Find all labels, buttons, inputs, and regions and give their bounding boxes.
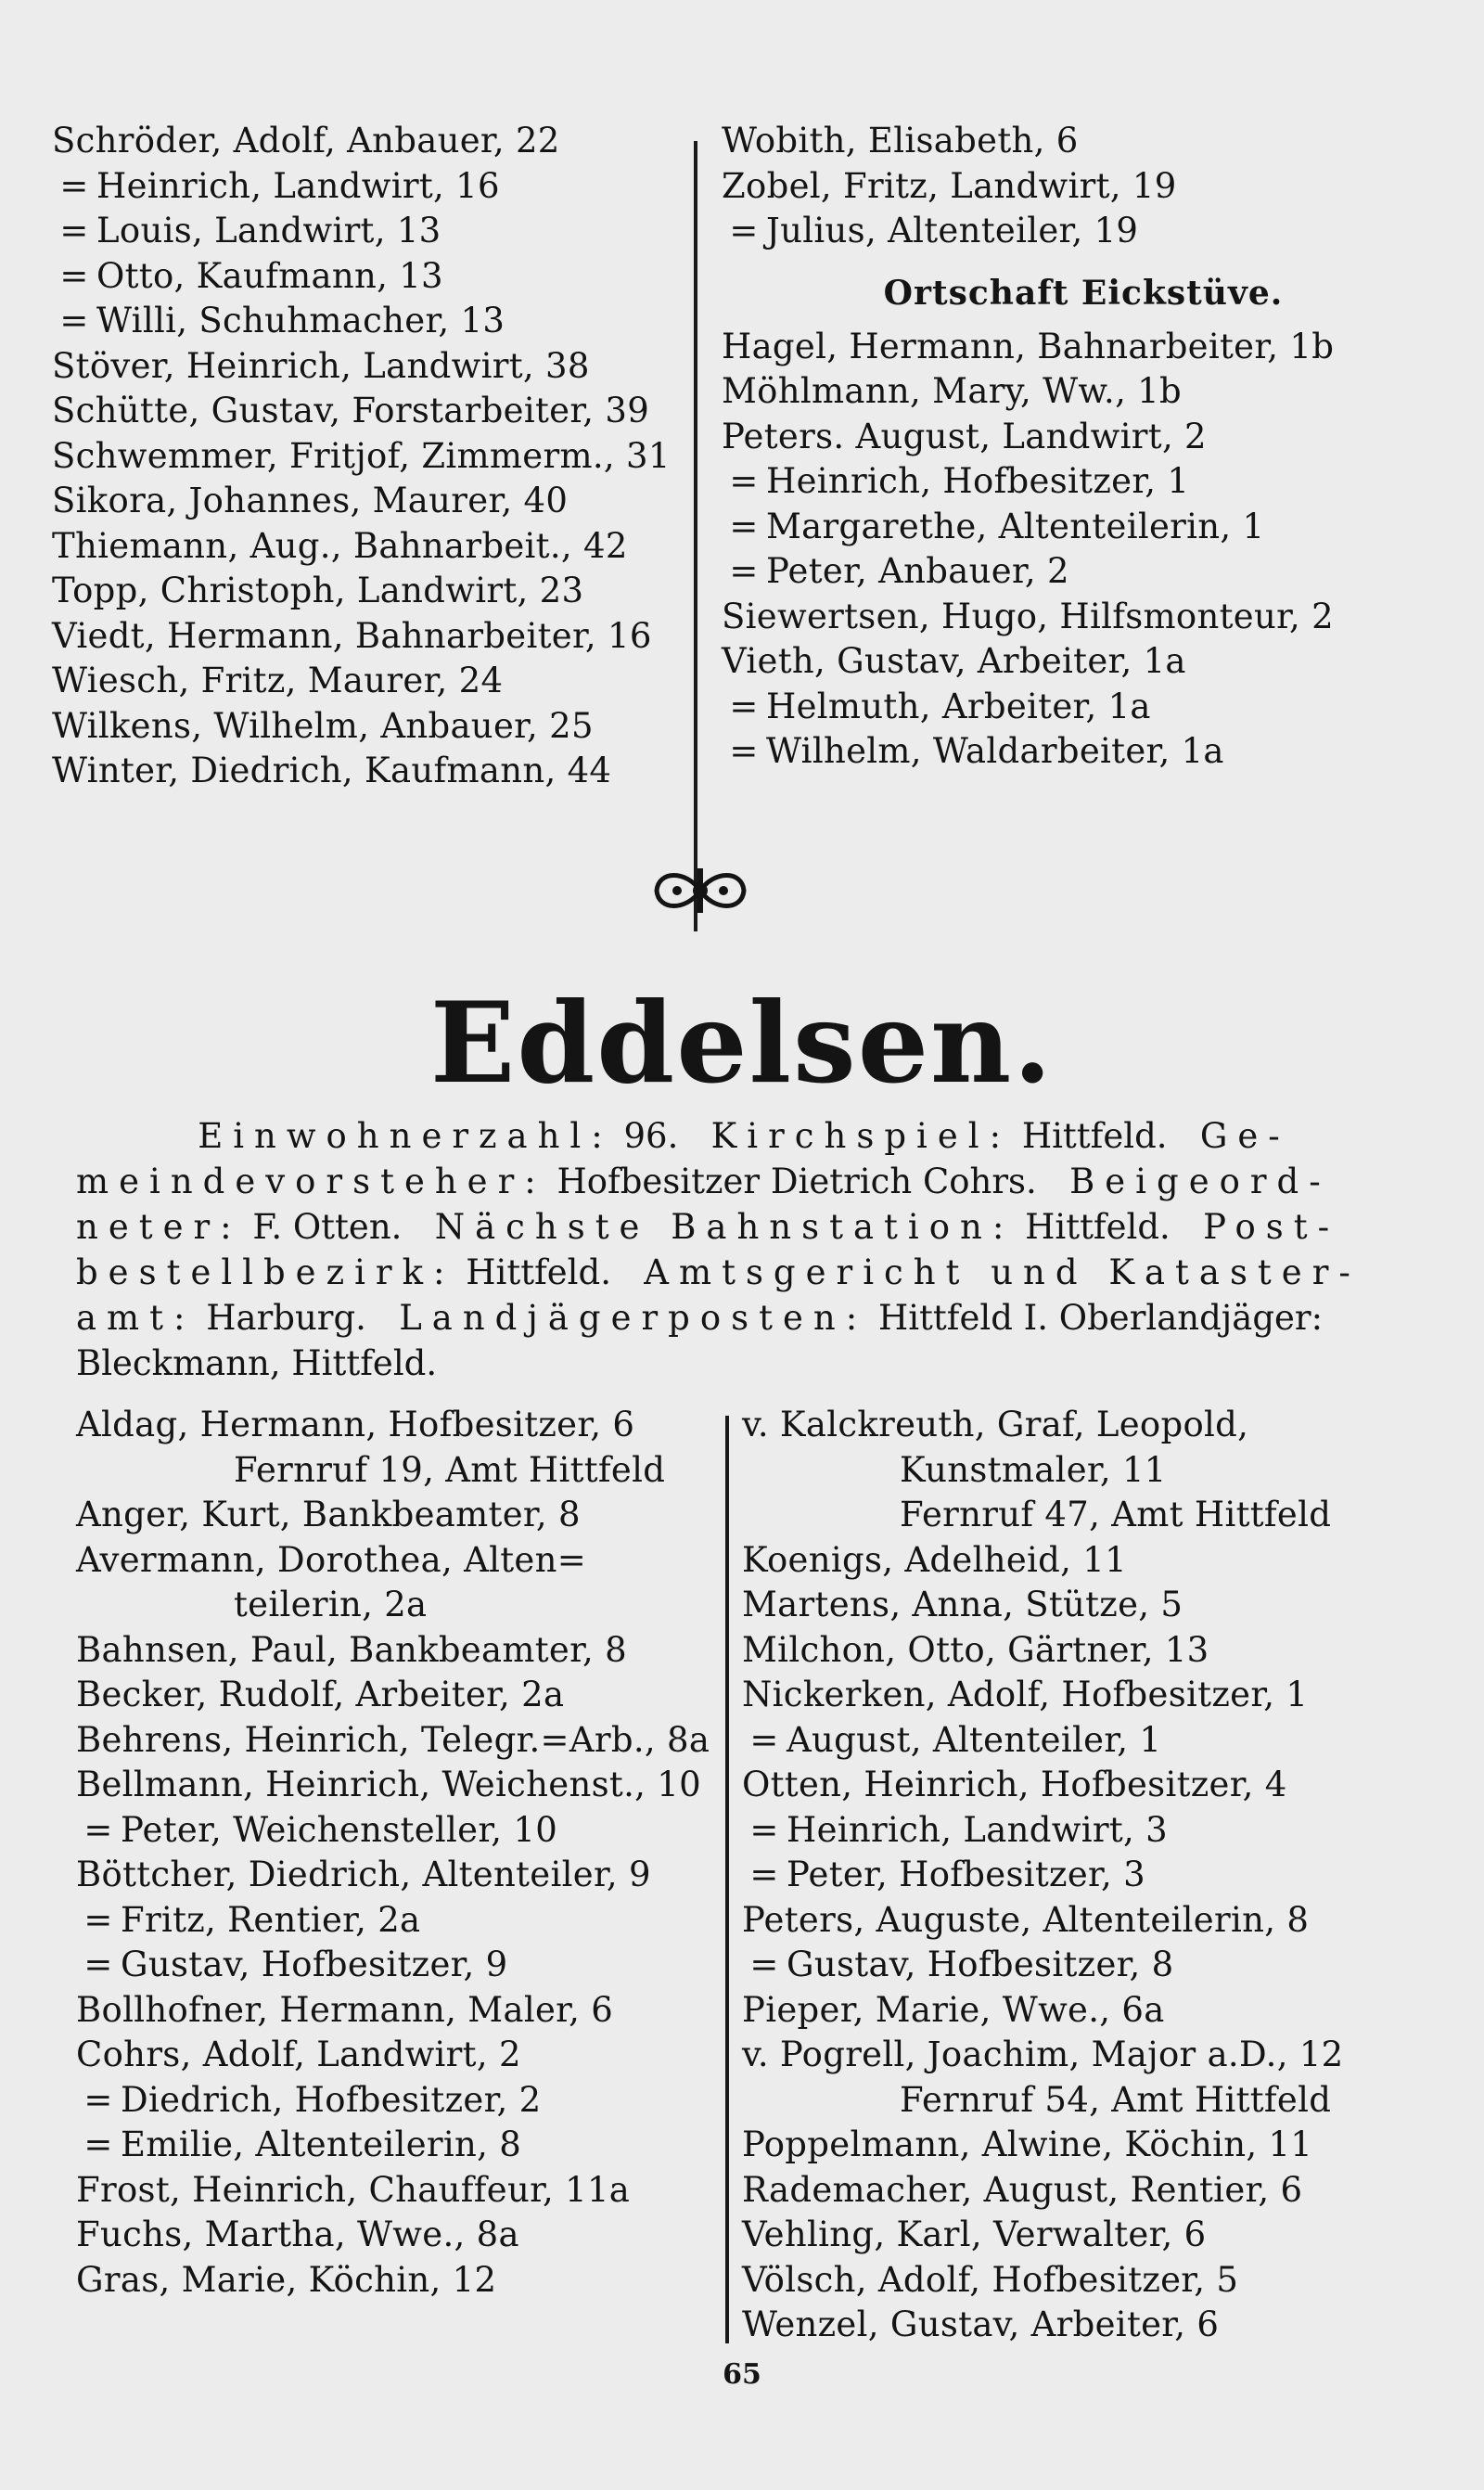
list-item-text: Helmuth, Arbeiter, 1a <box>766 686 1151 726</box>
ditto-mark: = <box>729 551 759 591</box>
list-item-text: Heinrich, Landwirt, 16 <box>96 165 500 206</box>
list-item <box>76 1583 725 1628</box>
list-item-text: Louis, Landwirt, 13 <box>96 211 441 250</box>
list-item-text: Bahnsen, Paul, Bankbeamter, 8 <box>76 1629 627 1670</box>
list-item-text: Wilkens, Wilhelm, Anbauer, 25 <box>52 705 594 746</box>
list-item-text: Fernruf 19, Amt Hittfeld <box>234 1449 666 1490</box>
intro-value: Hittfeld I. Oberlandjäger: <box>877 1298 1324 1338</box>
list-item-text: Völsch, Adolf, Hofbesitzer, 5 <box>742 2259 1239 2300</box>
top-right-column <box>722 119 1445 775</box>
list-item-text: Schröder, Adolf, Anbauer, 22 <box>52 121 560 160</box>
list-item <box>722 685 1445 730</box>
list-item <box>742 2123 1447 2168</box>
list-item <box>52 389 683 434</box>
ditto-mark: = <box>749 1855 779 1894</box>
intro-paragraph <box>76 1113 1412 1386</box>
list-item-text: Heinrich, Hofbesitzer, 1 <box>766 461 1190 501</box>
ornament-icon <box>649 863 751 918</box>
intro-label: Kirchspiel: <box>710 1116 1012 1156</box>
list-item-text: Nickerken, Adolf, Hofbesitzer, 1 <box>742 1675 1309 1714</box>
list-item <box>76 1628 725 1674</box>
page-number: 65 <box>723 2358 761 2391</box>
list-item <box>52 659 683 704</box>
intro-value: 96. <box>623 1116 679 1156</box>
list-item-text: Avermann, Dorothea, Alten= <box>76 1539 587 1580</box>
intro-label: Nächste Bahnstation: <box>434 1207 1015 1247</box>
intro-label: Beigeord- <box>1069 1162 1331 1201</box>
list-item <box>742 1943 1447 1988</box>
list-item-text: Cohrs, Adolf, Landwirt, 2 <box>76 2034 521 2074</box>
list-item-text: Wobith, Elisabeth, 6 <box>722 121 1079 160</box>
list-item <box>722 119 1445 164</box>
list-item-text: Becker, Rudolf, Arbeiter, 2a <box>76 1675 565 1714</box>
list-item <box>76 2078 725 2124</box>
list-item-text: Gustav, Hofbesitzer, 9 <box>121 1945 508 1984</box>
list-item <box>52 254 683 300</box>
list-item <box>722 505 1445 550</box>
list-item-text: Topp, Christoph, Landwirt, 23 <box>52 571 584 610</box>
list-item-text: Peter, Anbauer, 2 <box>766 551 1069 591</box>
list-item <box>76 1403 725 1448</box>
subheading: Ortschaft Eickstüve. <box>883 273 1284 313</box>
list-item <box>742 2258 1447 2304</box>
ditto-mark: = <box>59 301 89 340</box>
list-item-text: Zobel, Fritz, Landwirt, 19 <box>722 165 1177 206</box>
list-item-text: Peter, Weichensteller, 10 <box>121 1809 558 1850</box>
list-item-text: Viedt, Hermann, Bahnarbeiter, 16 <box>52 615 652 656</box>
intro-label: amt: <box>76 1298 196 1338</box>
intro-label: bestellbezirk: <box>76 1252 455 1292</box>
list-item <box>76 1763 725 1808</box>
list-item-text: Peter, Hofbesitzer, 3 <box>787 1855 1145 1894</box>
list-item <box>722 415 1445 460</box>
list-item <box>742 2168 1447 2214</box>
list-item <box>742 1493 1447 1538</box>
intro-label: Amtsgericht und Kataster- <box>644 1252 1361 1292</box>
list-item-text: Pieper, Marie, Wwe., 6a <box>742 1989 1165 2030</box>
column-divider <box>694 141 697 931</box>
ditto-mark: = <box>749 1809 779 1850</box>
ditto-mark: = <box>729 506 759 546</box>
list-item-text: Wilhelm, Waldarbeiter, 1a <box>766 731 1224 771</box>
list-item <box>742 1763 1447 1808</box>
list-item <box>52 299 683 344</box>
list-item <box>722 369 1445 415</box>
list-item-text: Vehling, Karl, Verwalter, 6 <box>742 2214 1207 2254</box>
list-item <box>76 1493 725 1538</box>
list-item <box>52 569 683 614</box>
list-item-text: Bellmann, Heinrich, Weichenst., 10 <box>76 1765 701 1804</box>
intro-value: Hittfeld. <box>1021 1116 1168 1156</box>
list-item <box>52 479 683 524</box>
list-item-text: Aldag, Hermann, Hofbesitzer, 6 <box>76 1405 635 1444</box>
list-item <box>76 1718 725 1764</box>
list-item-text: Behrens, Heinrich, Telegr.=Arb., 8a <box>76 1719 710 1760</box>
ditto-mark: = <box>83 1945 113 1984</box>
list-item <box>52 614 683 660</box>
ditto-mark: = <box>59 165 89 206</box>
list-item-text: August, Altenteiler, 1 <box>787 1719 1162 1760</box>
list-item-text: Koenigs, Adelheid, 11 <box>742 1539 1127 1580</box>
intro-label: Post- <box>1203 1207 1340 1247</box>
list-item <box>742 1403 1447 1448</box>
list-item-text: Schütte, Gustav, Forstarbeiter, 39 <box>52 391 650 430</box>
list-item <box>52 344 683 390</box>
ditto-mark: = <box>83 2079 113 2120</box>
ditto-mark: = <box>83 2124 113 2164</box>
list-item <box>76 2123 725 2168</box>
list-item-text: Poppelmann, Alwine, Köchin, 11 <box>742 2124 1313 2164</box>
list-item-text: Otten, Heinrich, Hofbesitzer, 4 <box>742 1765 1287 1804</box>
list-item <box>52 119 683 164</box>
list-item <box>742 1673 1447 1718</box>
list-item-text: Fernruf 54, Amt Hittfeld <box>900 2079 1332 2120</box>
list-item <box>76 2213 725 2258</box>
list-item-text: Martens, Anna, Stütze, 5 <box>742 1585 1183 1624</box>
list-item <box>52 209 683 254</box>
top-left-column <box>52 119 683 794</box>
page-title: Eddelsen. <box>429 978 1055 1109</box>
list-item-text: Julius, Altenteiler, 19 <box>766 211 1139 250</box>
list-item <box>76 2258 725 2304</box>
list-item-text: Otto, Kaufmann, 13 <box>96 255 443 296</box>
list-item-text: Wiesch, Fritz, Maurer, 24 <box>52 661 504 700</box>
list-item <box>76 1808 725 1854</box>
list-item-text: Anger, Kurt, Bankbeamter, 8 <box>76 1495 581 1534</box>
list-item-text: Milchon, Otto, Gärtner, 13 <box>742 1629 1209 1670</box>
list-item <box>742 1628 1447 1674</box>
list-item <box>52 434 683 480</box>
list-item <box>742 2033 1447 2078</box>
list-item <box>722 459 1445 505</box>
list-item <box>722 729 1445 775</box>
list-item <box>52 164 683 210</box>
list-item <box>52 704 683 750</box>
ditto-mark: = <box>59 211 89 250</box>
list-item-text: Stöver, Heinrich, Landwirt, 38 <box>52 345 590 386</box>
intro-label: Landjägerposten: <box>399 1298 868 1338</box>
list-item-text: Frost, Heinrich, Chauffeur, 11a <box>76 2169 631 2210</box>
ditto-mark: = <box>729 461 759 501</box>
list-item <box>742 1448 1447 1494</box>
intro-label: meindevorsteher: <box>76 1162 546 1201</box>
intro-label: neter: <box>76 1207 242 1247</box>
list-item <box>76 2033 725 2078</box>
list-item <box>742 1538 1447 1584</box>
ditto-mark: = <box>83 1809 113 1850</box>
list-item-text: Bollhofner, Hermann, Maler, 6 <box>76 1989 614 2030</box>
list-item <box>76 1448 725 1494</box>
list-item <box>742 1898 1447 1944</box>
list-item <box>722 325 1445 370</box>
list-item-text: Gustav, Hofbesitzer, 8 <box>787 1945 1174 1984</box>
list-item <box>742 1718 1447 1764</box>
list-item <box>76 1943 725 1988</box>
list-item <box>742 1853 1447 1898</box>
list-item-text: Möhlmann, Mary, Ww., 1b <box>722 371 1183 411</box>
ditto-mark: = <box>729 686 759 726</box>
list-item-text: v. Kalckreuth, Graf, Leopold, <box>742 1405 1249 1444</box>
list-item-text: Sikora, Johannes, Maurer, 40 <box>52 481 569 520</box>
list-item <box>742 1583 1447 1628</box>
list-item <box>76 1673 725 1718</box>
intro-value: Harburg. <box>206 1298 366 1338</box>
intro-value: Bleckmann, Hittfeld. <box>76 1343 438 1383</box>
list-item-text: Rademacher, August, Rentier, 6 <box>742 2169 1303 2210</box>
list-item-text: Fritz, Rentier, 2a <box>121 1899 421 1940</box>
list-item <box>722 639 1445 685</box>
list-item <box>722 209 1445 254</box>
intro-label: Einwohnerzahl: <box>198 1116 613 1156</box>
list-item-text: Peters, Auguste, Altenteilerin, 8 <box>742 1899 1310 1940</box>
list-item-text: Fuchs, Martha, Wwe., 8a <box>76 2214 519 2254</box>
intro-value: Hittfeld. <box>1025 1207 1171 1247</box>
list-item <box>76 1898 725 1944</box>
list-item-text: Hagel, Hermann, Bahnarbeiter, 1b <box>722 326 1335 366</box>
list-item-text: Willi, Schuhmacher, 13 <box>96 301 505 340</box>
list-item <box>742 2078 1447 2124</box>
list-item-text: Diedrich, Hofbesitzer, 2 <box>121 2079 542 2120</box>
list-item-text: Winter, Diedrich, Kaufmann, 44 <box>52 751 612 790</box>
ditto-mark: = <box>729 211 759 250</box>
ditto-mark: = <box>749 1945 779 1984</box>
list-item-text: Schwemmer, Fritjof, Zimmerm., 31 <box>52 435 671 476</box>
ditto-mark: = <box>749 1719 779 1760</box>
ditto-mark: = <box>729 731 759 771</box>
list-item-text: Heinrich, Landwirt, 3 <box>787 1809 1168 1850</box>
list-item <box>722 164 1445 210</box>
list-item-text: teilerin, 2a <box>234 1585 428 1624</box>
list-item <box>52 524 683 570</box>
intro-value: Hittfeld. <box>466 1252 611 1292</box>
list-item-text: Peters. August, Landwirt, 2 <box>722 416 1207 456</box>
intro-value: F. Otten. <box>252 1207 403 1247</box>
list-item-text: Gras, Marie, Köchin, 12 <box>76 2259 497 2300</box>
list-item <box>742 2213 1447 2258</box>
list-item-text: Vieth, Gustav, Arbeiter, 1a <box>722 641 1186 681</box>
list-item-text: Böttcher, Diedrich, Altenteiler, 9 <box>76 1855 651 1894</box>
list-item-text: Thiemann, Aug., Bahnarbeit., 42 <box>52 525 628 566</box>
intro-label: Ge- <box>1199 1116 1290 1156</box>
list-item <box>742 1988 1447 2034</box>
list-item <box>76 1538 725 1584</box>
intro-value: Hofbesitzer Dietrich Cohrs. <box>556 1162 1037 1201</box>
list-item-text: Margarethe, Altenteilerin, 1 <box>766 506 1265 546</box>
list-item-text: Siewertsen, Hugo, Hilfsmonteur, 2 <box>722 596 1335 636</box>
list-item-text: Wenzel, Gustav, Arbeiter, 6 <box>742 2304 1220 2344</box>
list-item-text: Emilie, Altenteilerin, 8 <box>121 2124 522 2164</box>
list-item-text: Kunstmaler, 11 <box>900 1449 1167 1490</box>
ditto-mark: = <box>59 255 89 296</box>
list-item <box>742 1808 1447 1854</box>
list-item-text: v. Pogrell, Joachim, Major a.D., 12 <box>742 2034 1344 2074</box>
list-item-text: Fernruf 47, Amt Hittfeld <box>900 1495 1332 1534</box>
ditto-mark: = <box>83 1899 113 1940</box>
list-item <box>76 1853 725 1898</box>
bottom-right-column <box>742 1403 1447 2348</box>
list-item <box>76 1988 725 2034</box>
list-item <box>742 2303 1447 2348</box>
list-item <box>76 2168 725 2214</box>
list-item <box>722 549 1445 595</box>
column-divider <box>725 1416 729 2343</box>
list-item <box>722 595 1445 640</box>
bottom-left-column <box>76 1403 725 2303</box>
list-item <box>52 749 683 794</box>
